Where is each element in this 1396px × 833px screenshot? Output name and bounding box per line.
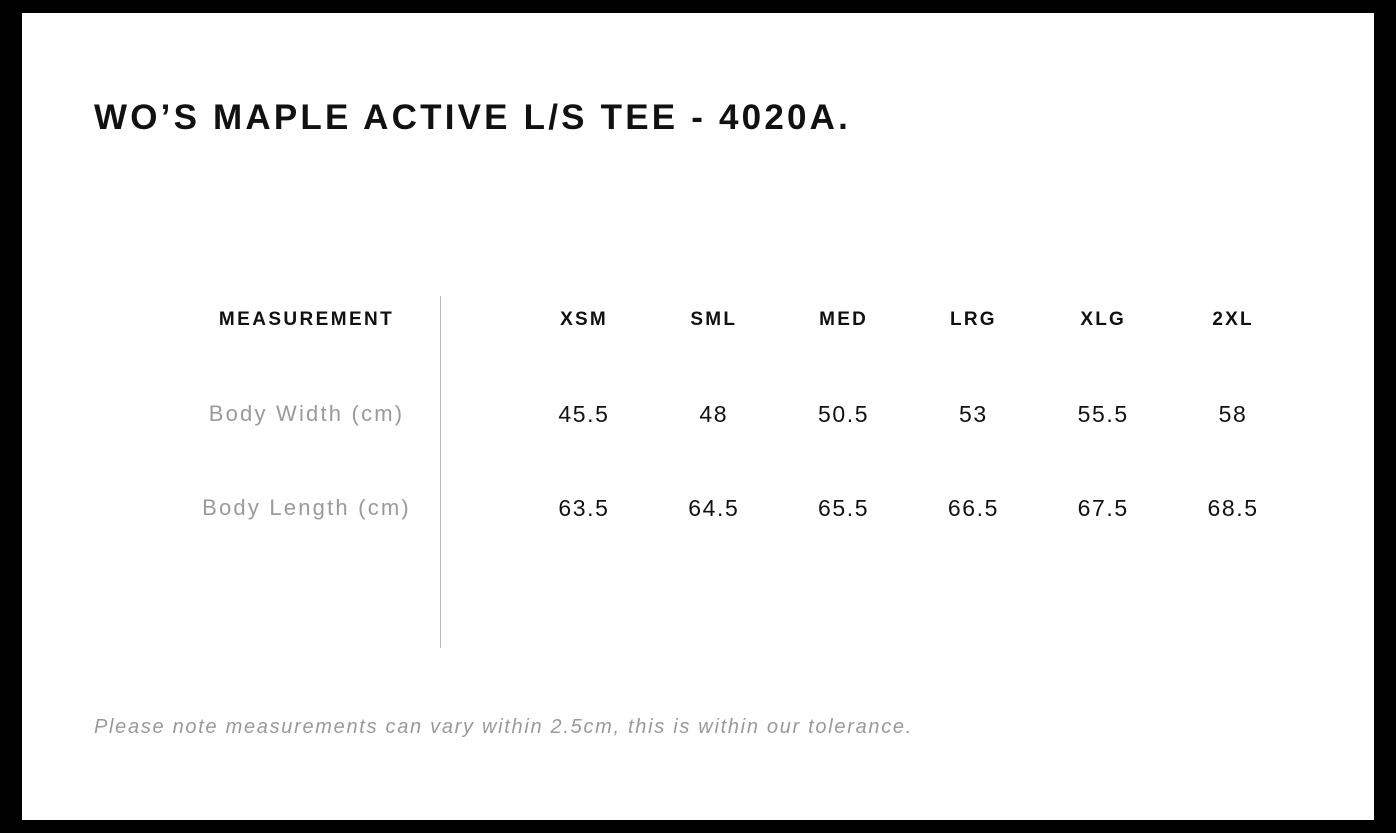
row-label-body-width: Body Width (cm) [208,401,405,426]
table-row [94,367,1298,461]
column-header-xsm: XSM [560,309,608,330]
cell-body-width-xsm: 45.5 [558,400,610,427]
size-chart-page [22,13,1374,820]
cell-body-width-2xl: 58 [1218,400,1248,427]
cell-body-width-med: 50.5 [818,400,870,427]
cell-body-length-xlg: 67.5 [1077,494,1129,521]
cell-body-length-lrg: 66.5 [947,494,999,521]
page-title: WO’S MAPLE ACTIVE L/S TEE - 4020A. [94,98,852,137]
cell-body-length-sml: 64.5 [688,494,740,521]
column-header-sml: SML [690,309,738,330]
cell-body-length-2xl: 68.5 [1207,494,1259,521]
row-label-body-length: Body Length (cm) [202,495,411,520]
cell-body-width-xlg: 55.5 [1077,400,1129,427]
column-header-2xl: 2XL [1212,309,1254,330]
table-header-row [94,273,1298,367]
column-header-med: MED [819,309,868,330]
size-chart-table [94,273,1298,555]
column-header-xlg: XLG [1080,309,1127,330]
cell-body-length-med: 65.5 [818,494,870,521]
table-row [94,461,1298,555]
cell-body-length-xsm: 63.5 [558,494,610,521]
tolerance-note: Please note measurements can vary within 2.5cm, this is within our tolerance. [94,716,913,738]
column-header-measurement: MEASUREMENT [218,309,395,330]
cell-body-width-sml: 48 [699,400,729,427]
cell-body-width-lrg: 53 [959,400,988,427]
column-header-lrg: LRG [950,309,997,330]
